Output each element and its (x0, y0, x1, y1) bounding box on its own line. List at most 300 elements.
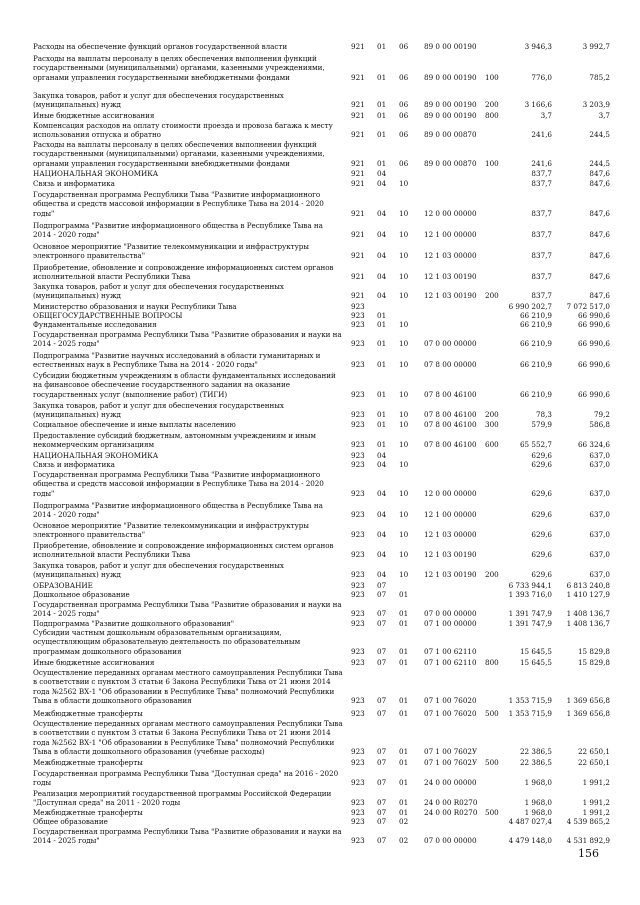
amount-year-1: 6 990 202,7 (508, 302, 552, 311)
department-code: 923 (351, 758, 365, 767)
section-code: 01 (377, 320, 387, 329)
subsection-code: 10 (399, 420, 409, 429)
section-code: 04 (377, 272, 387, 282)
section-code: 07 (377, 817, 387, 826)
department-code: 921 (351, 179, 365, 188)
amount-year-2: 15 829,8 (577, 658, 610, 667)
row-name: ОБРАЗОВАНИЕ (33, 581, 93, 590)
table-row (0, 282, 640, 302)
table-row (0, 541, 640, 561)
row-name: Субсидии частным дошкольным образовательным организациям, осуществляющим образовательную деятельность по образовательным программам дошкольного образования (33, 628, 301, 656)
expense-type-code: 500 (485, 808, 499, 817)
subsection-code: 02 (399, 817, 409, 826)
section-code: 01 (377, 360, 387, 370)
amount-year-2: 15 829,8 (577, 646, 610, 656)
department-code: 923 (351, 590, 365, 599)
department-code: 923 (351, 460, 365, 469)
department-code: 923 (351, 339, 365, 349)
subsection-code: 01 (399, 658, 409, 667)
section-code: 04 (377, 488, 387, 498)
amount-year-2: 847,6 (589, 272, 610, 282)
table-row (0, 179, 640, 189)
row-name: Связь и информатика (33, 460, 115, 469)
row-name: Осуществление переданных органам местного самоуправления Республики Тыва в соответствии с пунктом 3 статьи 6 Закона Республики Тыва от 21 июня 2014 года №2562 ВХ-1 "Об образовании в Республике Тыва" полномочий Республики Тыва в области дошкольного образования (33, 668, 343, 706)
section-code: 07 (377, 646, 387, 656)
amount-year-2: 1 369 656,8 (566, 709, 610, 718)
subsection-code: 01 (399, 590, 409, 599)
amount-year-1: 629,6 (531, 451, 552, 460)
amount-year-1: 579,9 (531, 420, 552, 429)
amount-year-1: 837,7 (531, 169, 552, 178)
subsection-code: 06 (399, 42, 409, 51)
amount-year-1: 1 353 715,9 (508, 709, 552, 718)
section-code: 07 (377, 778, 387, 788)
section-code: 04 (377, 230, 387, 240)
row-name: Закупка товаров, работ и услуг для обеспечения государственных (муниципальных) нужд (33, 282, 284, 301)
table-row (0, 140, 640, 169)
amount-year-1: 776,0 (531, 72, 552, 82)
amount-year-2: 3,7 (598, 111, 610, 120)
amount-year-2: 1 991,2 (582, 778, 610, 788)
department-code: 923 (351, 709, 365, 718)
target-article-code: 07 1 00 7602У (424, 747, 478, 757)
row-name: Компенсация расходов на оплату стоимости проезда и провоза багажа к месту использования отпуска и обратно (33, 121, 333, 140)
amount-year-2: 66 990,6 (577, 311, 610, 320)
subsection-code: 06 (399, 111, 409, 120)
amount-year-1: 629,6 (531, 570, 552, 580)
row-name: Государственная программа Республики Тыва "Доступная среда" на 2016 - 2020 годы (33, 769, 339, 788)
department-code: 921 (351, 230, 365, 240)
department-code: 923 (351, 302, 365, 311)
amount-year-2: 4 539 865,2 (566, 817, 610, 826)
table-row (0, 501, 640, 521)
table-row (0, 221, 640, 241)
amount-year-1: 837,7 (531, 251, 552, 261)
expense-type-code: 200 (485, 570, 499, 580)
amount-year-1: 629,6 (531, 550, 552, 560)
expense-type-code: 200 (485, 410, 499, 420)
amount-year-1: 78,3 (535, 410, 552, 420)
amount-year-1: 3,7 (540, 111, 552, 120)
amount-year-2: 66 990,6 (577, 360, 610, 370)
amount-year-2: 847,6 (589, 230, 610, 240)
expense-type-code: 100 (485, 72, 499, 82)
table-row (0, 758, 640, 768)
table-row (0, 521, 640, 541)
table-row (0, 470, 640, 499)
amount-year-1: 629,6 (531, 488, 552, 498)
amount-year-2: 637,0 (589, 460, 610, 469)
subsection-code: 06 (399, 72, 409, 82)
amount-year-2: 244,5 (589, 158, 610, 168)
amount-year-1: 15 645,5 (519, 658, 552, 667)
subsection-code: 10 (399, 460, 409, 469)
section-code: 04 (377, 550, 387, 560)
table-row (0, 263, 640, 283)
amount-year-1: 15 645,5 (519, 646, 552, 656)
table-row (0, 561, 640, 581)
amount-year-1: 1 391 747,9 (508, 619, 552, 628)
amount-year-1: 1 353 715,9 (508, 696, 552, 706)
department-code: 921 (351, 158, 365, 168)
section-code: 01 (377, 410, 387, 420)
table-row (0, 242, 640, 262)
subsection-code: 01 (399, 808, 409, 817)
section-code: 01 (377, 158, 387, 168)
expense-type-code: 200 (485, 100, 499, 110)
amount-year-2: 847,6 (589, 179, 610, 188)
department-code: 923 (351, 488, 365, 498)
target-article-code: 07 1 00 62110 (424, 658, 477, 667)
amount-year-1: 3 166,6 (524, 100, 552, 110)
subsection-code: 06 (399, 100, 409, 110)
amount-year-2: 66 990,6 (577, 389, 610, 399)
row-name: Подпрограмма "Развитие информационного общества в Республике Тыва на 2014 - 2020 годы" (33, 221, 323, 240)
amount-year-1: 1 968,0 (524, 798, 552, 808)
expense-type-code: 500 (485, 709, 499, 718)
amount-year-2: 1 991,2 (582, 808, 610, 817)
section-code: 07 (377, 581, 387, 590)
row-name: Предоставление субсидий бюджетным, автономным учреждениям и иным некоммерческим организациям (33, 431, 316, 450)
row-name: Подпрограмма "Развитие научных исследований в области гуманитарных и естественных наук в Республике Тыва на 2014 - 2020 годы" (33, 351, 321, 370)
target-article-code: 07 1 00 62110 (424, 646, 477, 656)
expense-type-code: 100 (485, 158, 499, 168)
target-article-code: 12 1 03 00000 (424, 530, 477, 540)
target-article-code: 07 8 00 46100 (424, 410, 477, 420)
amount-year-2: 3 203,9 (582, 100, 610, 110)
amount-year-2: 637,0 (589, 570, 610, 580)
subsection-code: 10 (399, 530, 409, 540)
section-code: 04 (377, 451, 387, 460)
department-code: 921 (351, 72, 365, 82)
department-code: 921 (351, 42, 365, 51)
section-code: 01 (377, 311, 387, 320)
amount-year-2: 1 408 136,7 (566, 609, 610, 619)
department-code: 923 (351, 530, 365, 540)
row-name: Межбюджетные трансферты (33, 758, 143, 767)
amount-year-1: 6 733 944,1 (508, 581, 552, 590)
target-article-code: 89 0 00 00190 (424, 100, 477, 110)
department-code: 923 (351, 619, 365, 628)
department-code: 921 (351, 272, 365, 282)
department-code: 921 (351, 291, 365, 301)
section-code: 07 (377, 836, 387, 846)
row-name: Государственная программа Республики Тыва "Развитие образования и науки на 2014 - 2025 годы" (33, 600, 342, 619)
amount-year-2: 66 324,6 (577, 440, 610, 450)
subsection-code: 10 (399, 320, 409, 329)
department-code: 923 (351, 778, 365, 788)
department-code: 923 (351, 747, 365, 757)
amount-year-2: 244,5 (589, 130, 610, 140)
section-code: 07 (377, 808, 387, 817)
target-article-code: 89 0 00 00190 (424, 111, 477, 120)
amount-year-2: 22 650,1 (577, 758, 610, 767)
row-name: Осуществление переданных органам местного самоуправления Республики Тыва в соответствии с пунктом 3 статьи 6 Закона Республики Тыва от 21 июня 2014 года №2562 ВХ-1 "Об образовании в Республике Тыва" полномочий Республики Тыва в области дошкольного образования (учебные расходы) (33, 719, 343, 757)
table-row (0, 111, 640, 121)
amount-year-1: 66 210,9 (519, 339, 552, 349)
table-row (0, 420, 640, 430)
amount-year-1: 22 386,5 (519, 747, 552, 757)
department-code: 921 (351, 169, 365, 178)
amount-year-1: 629,6 (531, 530, 552, 540)
department-code: 923 (351, 798, 365, 808)
section-code: 07 (377, 619, 387, 628)
target-article-code: 07 1 00 00000 (424, 619, 477, 628)
subsection-code: 10 (399, 488, 409, 498)
amount-year-1: 837,7 (531, 179, 552, 188)
table-row (0, 789, 640, 809)
table-row (0, 91, 640, 111)
table-row (0, 827, 640, 847)
department-code: 921 (351, 111, 365, 120)
amount-year-1: 66 210,9 (519, 320, 552, 329)
row-name: Закупка товаров, работ и услуг для обеспечения государственных (муниципальных) нужд (33, 561, 284, 580)
section-code: 01 (377, 389, 387, 399)
row-name: Подпрограмма "Развитие дошкольного образования" (33, 619, 235, 628)
subsection-code: 10 (399, 272, 409, 282)
department-code: 921 (351, 208, 365, 218)
section-code: 01 (377, 111, 387, 120)
department-code: 923 (351, 410, 365, 420)
amount-year-2: 847,6 (589, 208, 610, 218)
amount-year-1: 241,6 (531, 130, 552, 140)
table-row (0, 709, 640, 719)
row-name: Закупка товаров, работ и услуг для обеспечения государственных (муниципальных) нужд (33, 91, 284, 110)
department-code: 923 (351, 817, 365, 826)
amount-year-1: 1 391 747,9 (508, 609, 552, 619)
row-name: Государственная программа Республики Тыва "Развитие информационного общества и средств массовой информации в Республике Тыва на 2014 - 2020 годы" (33, 190, 324, 218)
amount-year-2: 1 410 127,9 (566, 590, 610, 599)
target-article-code: 24 0 00 R0270 (424, 798, 478, 808)
target-article-code: 07 8 00 00000 (424, 360, 477, 370)
department-code: 923 (351, 389, 365, 399)
table-row (0, 719, 640, 759)
row-name: Государственная программа Республики Тыва "Развитие образования и науки на 2014 - 2025 годы" (33, 330, 342, 349)
target-article-code: 89 0 00 00870 (424, 130, 477, 140)
expense-type-code: 800 (485, 658, 499, 667)
section-code: 04 (377, 169, 387, 178)
amount-year-1: 1 968,0 (524, 808, 552, 817)
department-code: 923 (351, 311, 365, 320)
table-row (0, 401, 640, 421)
amount-year-2: 1 991,2 (582, 798, 610, 808)
table-row (0, 817, 640, 827)
section-code: 01 (377, 42, 387, 51)
subsection-code: 01 (399, 696, 409, 706)
target-article-code: 24 0 00 00000 (424, 778, 477, 788)
row-name: НАЦИОНАЛЬНАЯ ЭКОНОМИКА (33, 169, 159, 178)
amount-year-2: 637,0 (589, 451, 610, 460)
row-name: Подпрограмма "Развитие информационного общества в Республике Тыва на 2014 - 2020 годы" (33, 501, 323, 520)
amount-year-1: 66 210,9 (519, 389, 552, 399)
page-number: 156 (578, 847, 599, 860)
section-code: 07 (377, 709, 387, 718)
amount-year-2: 6 813 240,8 (566, 581, 610, 590)
department-code: 923 (351, 696, 365, 706)
section-code: 01 (377, 420, 387, 429)
amount-year-2: 4 531 892,9 (566, 836, 610, 846)
subsection-code: 01 (399, 778, 409, 788)
target-article-code: 12 1 03 00190 (424, 550, 477, 560)
subsection-code: 10 (399, 389, 409, 399)
amount-year-1: 3 946,3 (524, 42, 552, 51)
table-row (0, 330, 640, 350)
department-code: 923 (351, 440, 365, 450)
row-name: Межбюджетные трансферты (33, 808, 143, 817)
table-row (0, 769, 640, 789)
section-code: 04 (377, 530, 387, 540)
amount-year-2: 847,6 (589, 169, 610, 178)
subsection-code: 10 (399, 251, 409, 261)
department-code: 923 (351, 510, 365, 520)
section-code: 07 (377, 658, 387, 667)
subsection-code: 10 (399, 291, 409, 301)
row-name: Расходы на обеспечение функций органов государственной власти (33, 42, 288, 51)
row-name: ОБЩЕГОСУДАРСТВЕННЫЕ ВОПРОСЫ (33, 311, 183, 320)
department-code: 923 (351, 836, 365, 846)
table-row (0, 600, 640, 620)
amount-year-2: 847,6 (589, 291, 610, 301)
table-row (0, 42, 640, 52)
subsection-code: 01 (399, 646, 409, 656)
row-name: Субсидии бюджетным учреждениям в области фундаментальных исследований на финансовое обеспечение государственного задания на оказание государственных услуг (выполнение работ) (ТИГИ) (33, 371, 336, 399)
row-name: Расходы на выплаты персоналу в целях обеспечения выполнения функций государственными (муниципальными) органами, казенными учреждениями, органами управления государственными внебюджетными фондами (33, 140, 325, 168)
target-article-code: 89 0 00 00190 (424, 72, 477, 82)
table-row (0, 351, 640, 371)
row-name: Приобретение, обновление и сопровождение информационных систем органов исполнительной власти Республики Тыва (33, 541, 334, 560)
target-article-code: 24 0 00 R0270 (424, 808, 478, 817)
row-name: Социальное обеспечение и иные выплаты населению (33, 420, 236, 429)
target-article-code: 07 1 00 76020 (424, 709, 477, 718)
table-row (0, 431, 640, 451)
amount-year-2: 785,2 (589, 72, 610, 82)
amount-year-1: 629,6 (531, 460, 552, 469)
row-name: Основное мероприятие "Развитие телекоммуникации и инфраструктуры электронного правительства" (33, 521, 309, 540)
amount-year-2: 1 369 656,8 (566, 696, 610, 706)
subsection-code: 10 (399, 440, 409, 450)
expense-type-code: 800 (485, 111, 499, 120)
amount-year-2: 637,0 (589, 488, 610, 498)
table-row (0, 320, 640, 330)
amount-year-2: 847,6 (589, 251, 610, 261)
expense-type-code: 600 (485, 440, 499, 450)
target-article-code: 12 0 00 00000 (424, 208, 477, 218)
department-code: 923 (351, 581, 365, 590)
target-article-code: 89 0 00 00190 (424, 42, 477, 51)
subsection-code: 10 (399, 570, 409, 580)
table-row (0, 628, 640, 657)
target-article-code: 12 1 03 00190 (424, 272, 477, 282)
subsection-code: 01 (399, 798, 409, 808)
amount-year-1: 1 968,0 (524, 778, 552, 788)
row-name: Приобретение, обновление и сопровождение информационных систем органов исполнительной власти Республики Тыва (33, 263, 334, 282)
section-code: 07 (377, 758, 387, 767)
row-name: Фундаментальные исследования (33, 320, 157, 329)
department-code: 921 (351, 100, 365, 110)
amount-year-2: 637,0 (589, 550, 610, 560)
target-article-code: 07 8 00 46100 (424, 389, 477, 399)
table-row (0, 371, 640, 400)
expense-type-code: 300 (485, 420, 499, 429)
row-name: Дошкольное образование (33, 590, 130, 599)
amount-year-1: 837,7 (531, 230, 552, 240)
amount-year-1: 241,6 (531, 158, 552, 168)
target-article-code: 07 8 00 46100 (424, 420, 477, 429)
row-name: Общее образование (33, 817, 108, 826)
department-code: 923 (351, 550, 365, 560)
subsection-code: 10 (399, 360, 409, 370)
section-code: 07 (377, 590, 387, 599)
subsection-code: 10 (399, 550, 409, 560)
section-code: 04 (377, 251, 387, 261)
amount-year-1: 66 210,9 (519, 360, 552, 370)
target-article-code: 07 8 00 46100 (424, 440, 477, 450)
amount-year-2: 3 992,7 (582, 42, 610, 51)
target-article-code: 89 0 00 00870 (424, 158, 477, 168)
section-code: 04 (377, 208, 387, 218)
table-row (0, 190, 640, 219)
subsection-code: 10 (399, 339, 409, 349)
amount-year-1: 629,6 (531, 510, 552, 520)
amount-year-1: 4 487 027,4 (508, 817, 552, 826)
amount-year-2: 22 650,1 (577, 747, 610, 757)
target-article-code: 12 1 03 00000 (424, 251, 477, 261)
row-name: Закупка товаров, работ и услуг для обеспечения государственных (муниципальных) нужд (33, 401, 284, 420)
section-code: 04 (377, 291, 387, 301)
target-article-code: 12 1 03 00190 (424, 570, 477, 580)
subsection-code: 02 (399, 836, 409, 846)
section-code: 04 (377, 570, 387, 580)
row-name: Расходы на выплаты персоналу в целях обеспечения выполнения функций государственными (муниципальными) органами, казенными учреждениями, органами управления государственными внебюджетными фондами (33, 54, 325, 82)
department-code: 923 (351, 320, 365, 329)
amount-year-1: 837,7 (531, 291, 552, 301)
section-code: 07 (377, 747, 387, 757)
target-article-code: 12 1 00 00000 (424, 230, 477, 240)
amount-year-1: 1 393 716,0 (508, 590, 552, 599)
section-code: 07 (377, 696, 387, 706)
department-code: 921 (351, 251, 365, 261)
department-code: 923 (351, 609, 365, 619)
subsection-code: 10 (399, 230, 409, 240)
target-article-code: 07 0 00 00000 (424, 836, 477, 846)
table-row (0, 169, 640, 179)
row-name: Государственная программа Республики Тыва "Развитие информационного общества и средств массовой информации в Республике Тыва на 2014 - 2020 годы" (33, 470, 324, 498)
department-code: 923 (351, 420, 365, 429)
amount-year-1: 4 479 148,0 (508, 836, 552, 846)
amount-year-1: 22 386,5 (519, 758, 552, 767)
amount-year-1: 66 210,9 (519, 311, 552, 320)
section-code: 07 (377, 798, 387, 808)
section-code: 01 (377, 72, 387, 82)
amount-year-2: 637,0 (589, 530, 610, 540)
table-row (0, 121, 640, 141)
amount-year-2: 7 072 517,0 (566, 302, 610, 311)
expense-type-code: 200 (485, 291, 499, 301)
table-row (0, 658, 640, 668)
subsection-code: 10 (399, 410, 409, 420)
row-name: Иные бюджетные ассигнования (33, 658, 155, 667)
section-code: 01 (377, 339, 387, 349)
target-article-code: 12 1 03 00190 (424, 291, 477, 301)
row-name: Иные бюджетные ассигнования (33, 111, 155, 120)
target-article-code: 07 1 00 7602У (424, 758, 478, 767)
target-article-code: 07 0 00 00000 (424, 609, 477, 619)
row-name: Министерство образования и науки Республики Тыва (33, 302, 237, 311)
row-name: Реализация мероприятий государственной программы Российской Федерации "Доступная среда" на 2011 - 2020 годы (33, 789, 332, 808)
expense-type-code: 500 (485, 758, 499, 767)
department-code: 923 (351, 570, 365, 580)
department-code: 923 (351, 646, 365, 656)
